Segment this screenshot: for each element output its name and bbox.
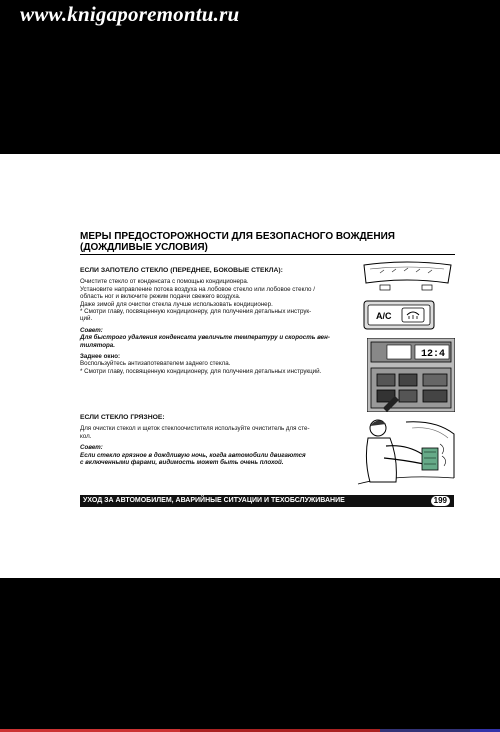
body-line: Очистите стекло от конденсата с помощью кондиционера. xyxy=(80,278,249,286)
tip-line: с включенными фарами, видимость может быть очень плохой. xyxy=(80,459,284,467)
body-line: область ног и включите режим подачи свежего воздуха. xyxy=(80,293,241,301)
tip-line: тилятора. xyxy=(80,341,115,349)
windshield-ac-illustration xyxy=(360,261,455,331)
tip-line: Если стекло грязное в дождливую ночь, когда автомобили двигаются xyxy=(80,451,306,459)
fogged-glass-heading: ЕСЛИ ЗАПОТЕЛО СТЕКЛО (ПЕРЕДНЕЕ, БОКОВЫЕ СТЕКЛА): xyxy=(80,267,283,274)
dirty-glass-heading: ЕСЛИ СТЕКЛО ГРЯЗНОЕ: xyxy=(80,414,165,421)
manual-page xyxy=(0,154,500,578)
body-line: Воспользуйтесь антизапотевателем заднего стекла. xyxy=(80,360,231,368)
ac-button-label: A/C xyxy=(376,311,392,321)
body-line: ций. xyxy=(80,315,93,323)
body-line: * Смотри главу, посвященную кондиционеру, для получения детальных инструк- xyxy=(80,308,312,316)
site-watermark: www.knigaporemontu.ru xyxy=(20,2,240,26)
tip-label: Совет: xyxy=(80,444,103,452)
page-number: 199 xyxy=(431,496,450,506)
cleaning-windshield-illustration xyxy=(356,414,456,492)
body-line: кол. xyxy=(80,432,92,440)
page-title xyxy=(80,231,455,253)
title-divider xyxy=(80,254,455,255)
body-line: Для очистки стекол и щеток стеклоочистителя используйте очиститель для сте- xyxy=(80,425,310,433)
body-line: Даже зимой для очистки стекла лучше использовать кондиционер. xyxy=(80,300,273,308)
rear-window-heading: Заднее окно: xyxy=(80,353,121,361)
clock-display: 12:4 xyxy=(421,349,446,360)
dirty-glass-section xyxy=(80,414,355,466)
tip-line: Для быстрого удаления конденсата увеличьте температуру и скорость вен- xyxy=(80,334,330,342)
climate-panel-illustration xyxy=(367,338,455,412)
body-line: * Смотри главу, посвященную кондиционеру, для получения детальных инструкций. xyxy=(80,367,322,375)
title-line-1: МЕРЫ ПРЕДОСТОРОЖНОСТИ ДЛЯ БЕЗОПАСНОГО ВОЖДЕНИЯ xyxy=(80,231,395,242)
tip-label: Совет: xyxy=(80,326,103,334)
footer-chapter-title: УХОД ЗА АВТОМОБИЛЕМ, АВАРИЙНЫЕ СИТУАЦИИ И ТЕХОБСЛУЖИВАНИЕ xyxy=(83,497,345,504)
page-footer xyxy=(80,495,454,507)
title-line-2: (ДОЖДЛИВЫЕ УСЛОВИЯ) xyxy=(80,242,208,253)
body-line: Установите направление потока воздуха на лобовое стекло или лобовое стекло / xyxy=(80,285,315,293)
fogged-glass-section xyxy=(80,267,355,375)
